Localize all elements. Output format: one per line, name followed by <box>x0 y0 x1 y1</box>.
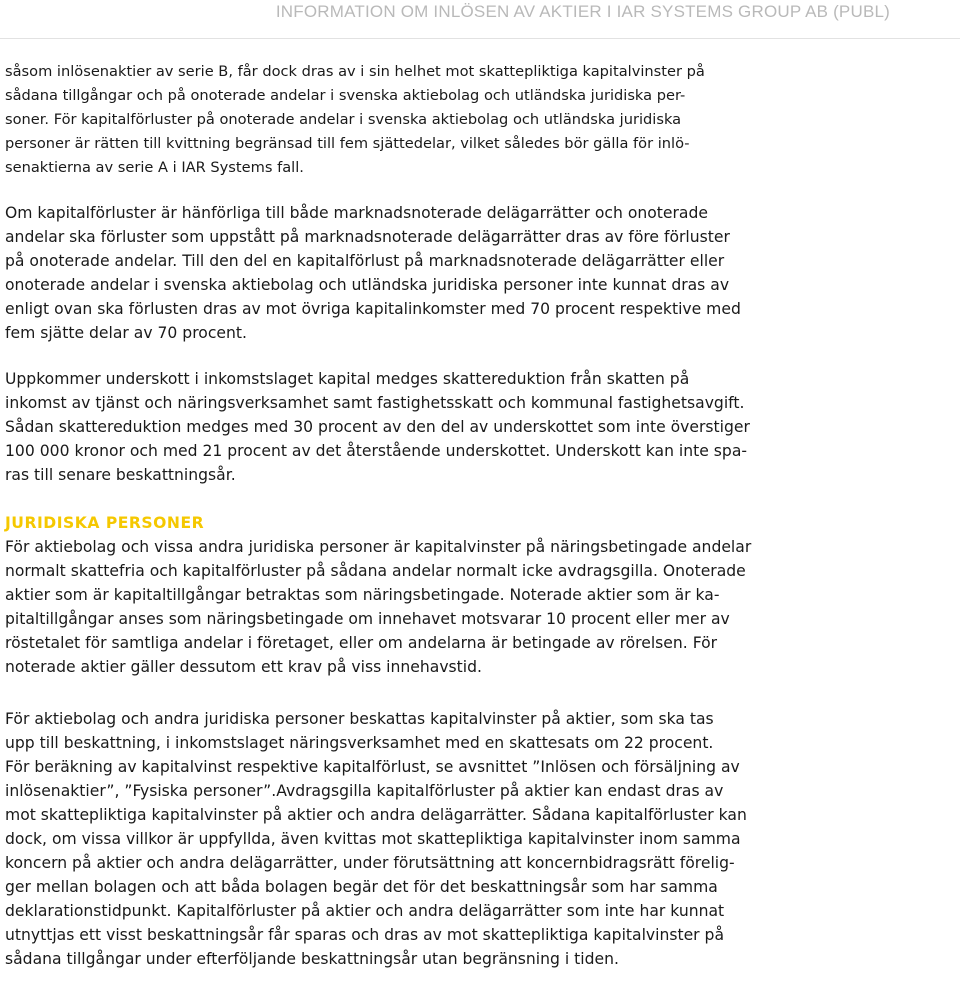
text-line: upp till beskattning, i inkomstslaget näringsverksamhet med en skattesats om 22 procent. <box>5 734 714 752</box>
text-line: personer är rätten till kvittning begränsad till fem sjättedelar, vilket således bör gälla för inlö- <box>5 135 690 152</box>
text-line: deklarationstidpunkt. Kapitalförluster på aktier och andra delägarrätter som inte har kunnat <box>5 902 725 920</box>
text-line: Om kapitalförluster är hänförliga till både marknadsnoterade delägarrätter och onoterade <box>5 204 708 222</box>
text-line: sådana tillgångar under efterföljande beskattningsår utan begränsning i tiden. <box>5 950 619 968</box>
text-line: inkomst av tjänst och näringsverksamhet samt fastighetsskatt och kommunal fastighetsavgift. <box>5 394 745 412</box>
text-line: andelar ska förluster som uppstått på marknadsnoterade delägarrätter dras av före förluster <box>5 228 730 246</box>
paragraph-spacer <box>5 180 955 201</box>
text-line: För aktiebolag och andra juridiska personer beskattas kapitalvinster på aktier, som ska tas <box>5 710 714 728</box>
section-heading: JURIDISKA PERSONER <box>5 514 205 532</box>
text-line: röstetalet för samtliga andelar i företaget, eller om andelarna är betingade av rörelsen. För <box>5 634 718 652</box>
text-line: senaktierna av serie A i IAR Systems fall. <box>5 159 304 176</box>
paragraph-spacer <box>5 487 955 511</box>
text-line: aktier som är kapitaltillgångar betraktas som näringsbetingade. Noterade aktier som är ka- <box>5 586 720 604</box>
text-line: enligt ovan ska förlusten dras av mot övriga kapitalinkomster med 70 procent respektive med <box>5 300 741 318</box>
text-line: noterade aktier gäller dessutom ett krav på viss innehavstid. <box>5 658 482 676</box>
paragraph-tax-reduction <box>5 367 955 487</box>
text-line: dock, om vissa villkor är uppfyllda, även kvittas mot skattepliktiga kapitalvinster inom samma <box>5 830 741 848</box>
text-line: ras till senare beskattningsår. <box>5 466 236 484</box>
text-line: koncern på aktier och andra delägarrätter, under förutsättning att koncernbidragsrätt förelig- <box>5 854 735 872</box>
paragraph-corporate-taxation <box>5 707 955 971</box>
text-line: Uppkommer underskott i inkomstslaget kapital medges skattereduktion från skatten på <box>5 370 690 388</box>
text-line: För beräkning av kapitalvinst respektive kapitalförlust, se avsnittet ”Inlösen och försäljning av <box>5 758 740 776</box>
text-line: ger mellan bolagen och att båda bolagen begär det för det beskattningsår som har samma <box>5 878 718 896</box>
text-line: mot skattepliktiga kapitalvinster på aktier och andra delägarrätter. Sådana kapitalförluster kan <box>5 806 747 824</box>
paragraph-spacer <box>5 345 955 367</box>
text-line: För aktiebolag och vissa andra juridiska personer är kapitalvinster på näringsbetingade andelar <box>5 538 752 556</box>
text-line: pitaltillgångar anses som näringsbetingade om innehavet motsvarar 10 procent eller mer av <box>5 610 730 628</box>
text-line: på onoterade andelar. Till den del en kapitalförlust på marknadsnoterade delägarrätter eller <box>5 252 725 270</box>
text-line: 100 000 kronor och med 21 procent av det återstående underskottet. Underskott kan inte spa- <box>5 442 748 460</box>
running-header: INFORMATION OM INLÖSEN AV AKTIER I IAR SYSTEMS GROUP AB (PUBL) <box>275 2 890 21</box>
paragraph-spacer <box>5 679 955 707</box>
text-line: sådana tillgångar och på onoterade andelar i svenska aktiebolag och utländska juridiska per- <box>5 87 686 104</box>
text-line: normalt skattefria och kapitalförluster på sådana andelar normalt icke avdragsgilla. Onoterade <box>5 562 746 580</box>
text-line: inlösenaktier”, ”Fysiska personer”.Avdragsgilla kapitalförluster på aktier kan endast dras av <box>5 782 724 800</box>
text-line: onoterade andelar i svenska aktiebolag och utländska juridiska personer inte kunnat dras av <box>5 276 730 294</box>
paragraph-capital-losses-offset <box>5 60 955 180</box>
paragraph-business-related-shares <box>5 535 955 679</box>
header-divider <box>0 38 960 39</box>
text-line: fem sjätte delar av 70 procent. <box>5 324 247 342</box>
text-line: Sådan skattereduktion medges med 30 procent av den del av underskottet som inte överstiger <box>5 418 750 436</box>
text-line: soner. För kapitalförluster på onoterade andelar i svenska aktiebolag och utländska juridiska <box>5 111 682 128</box>
paragraph-loss-order <box>5 201 955 345</box>
text-line: utnyttjas ett visst beskattningsår får sparas och dras av mot skattepliktiga kapitalvinster på <box>5 926 725 944</box>
text-line: såsom inlösenaktier av serie B, får dock dras av i sin helhet mot skattepliktiga kapitalvinster på <box>5 63 705 80</box>
document-body <box>5 60 955 971</box>
